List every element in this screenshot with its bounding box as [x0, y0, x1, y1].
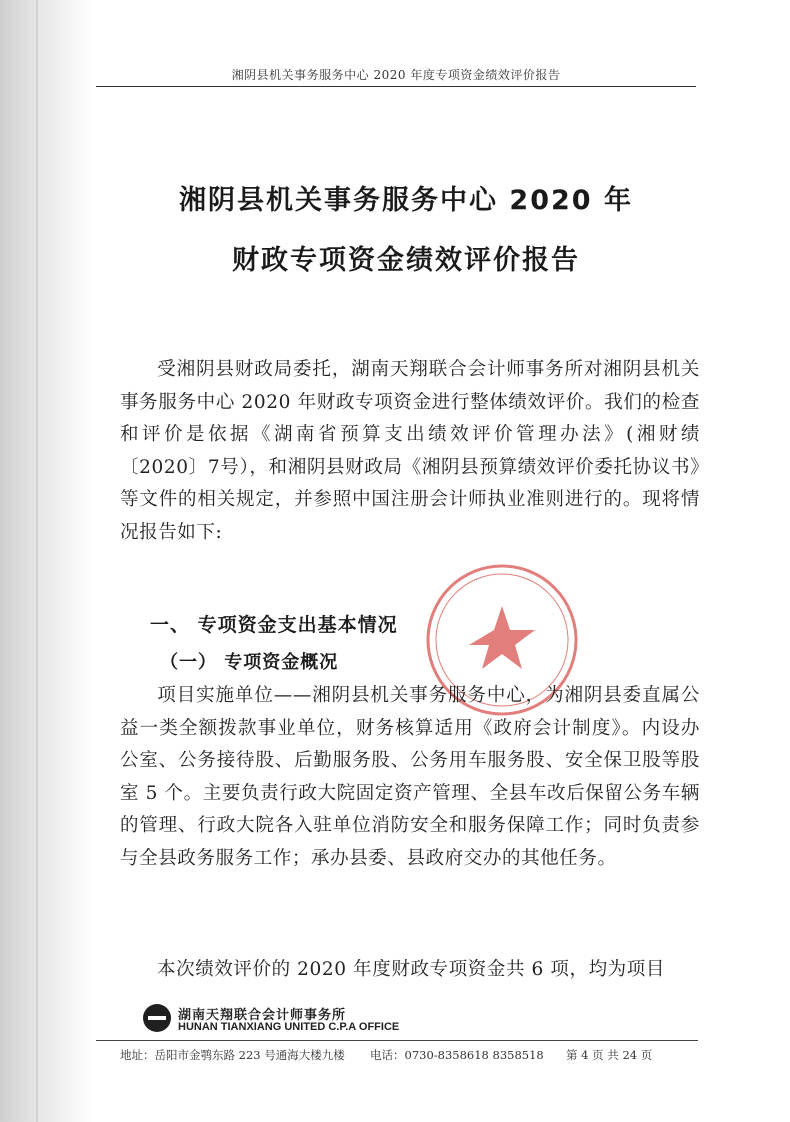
report-title-line-1: 湘阴县机关事务服务中心 2020 年	[179, 185, 633, 216]
footer-firm-name-cn: 湖南天翔联合会计师事务所	[178, 1008, 347, 1023]
seal-star-icon	[469, 606, 535, 669]
intro-text: 受湘阴县财政局委托，湖南天翔联合会计师事务所对湘阴县机关事务服务中心 2020 年财政专项资金进行整体绩效评价。我们的检查和评价是依据《湖南省预算支出绩效评价管理办法》(湘财绩〔2020〕7号），和湘阴县财政局《湘阴县预算绩效评价委托协议书》等文件的相关规定，并参照中国注册会计师执业准则进行的。现将情况报告如下:	[120, 359, 700, 543]
firm-logo-icon	[142, 1003, 172, 1033]
section-1-heading: 一、 专项资金支出基本情况	[150, 614, 398, 636]
running-header: 湘阴县机关事务服务中心 2020 年度专项资金绩效评价报告	[231, 68, 561, 82]
footer-address: 地址：岳阳市金鹗东路 223 号通海大楼九楼	[120, 1048, 345, 1062]
intro-paragraph	[120, 354, 700, 549]
report-title-line-2: 财政专项资金绩效评价报告	[232, 245, 580, 276]
section-1-1-paragraph	[120, 680, 700, 875]
footer-page-number: 第 4 页 共 24 页	[566, 1048, 653, 1062]
footer-phone: 电话：0730-8358618 8358518	[370, 1048, 544, 1062]
footer-divider	[96, 1040, 698, 1041]
continuation-text: 本次绩效评价的 2020 年度财政专项资金共 6 项，均为项目	[157, 959, 665, 980]
section-1-1-text: 项目实施单位——湘阴县机关事务服务中心，为湘阴县委直属公益一类全额拨款事业单位，财务核算适用《政府会计制度》。内设办公室、公务接待股、后勤服务股、公务用车服务股、安全保卫股等股室 5 个。主要负责行政大院固定资产管理、全县车改后保留公务车辆的管理、行政大院各入驻单位消防安全和服务保障工作；同时负责参与全县政务服务工作；承办县委、县政府交办的其他任务。	[120, 685, 700, 869]
section-1-1-continuation	[120, 954, 700, 988]
footer-firm-name-en: HUNAN TIANXIANG UNITED C.P.A OFFICE	[178, 1021, 400, 1033]
header-divider	[96, 86, 696, 87]
section-1-1-heading: （一） 专项资金概况	[160, 652, 339, 673]
